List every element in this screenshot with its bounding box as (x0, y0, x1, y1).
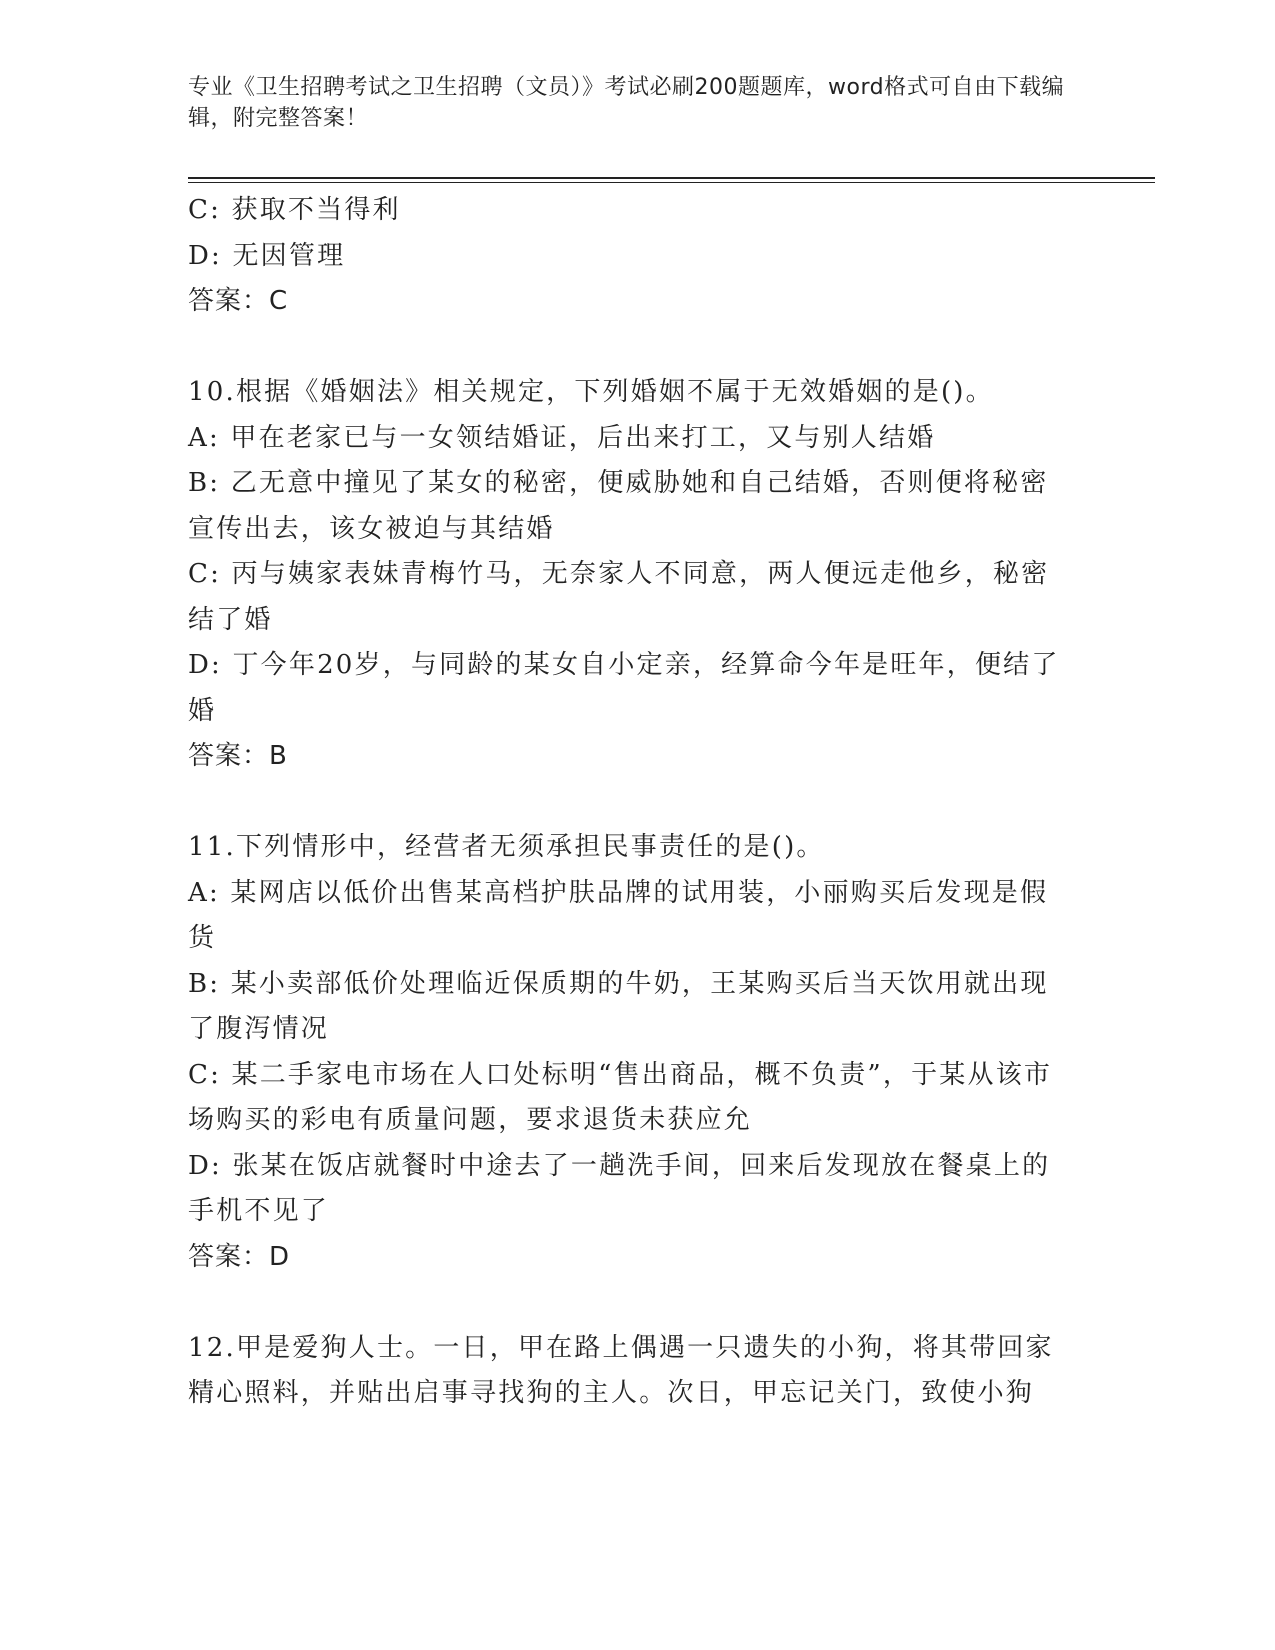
header-divider-thick (188, 177, 1155, 179)
option-b: B: 乙无意中撞见了某女的秘密，便威胁她和自己结婚，否则便将秘密宣传出去，该女被迫与其结婚 (188, 468, 1049, 544)
answer-line: 答案：B (188, 741, 288, 771)
option-c: C: 获取不当得利 (188, 195, 401, 225)
option-d: D: 无因管理 (188, 240, 346, 271)
option-c: C: 丙与姨家表妹青梅竹马，无奈家人不同意，两人便远走他乡，秘密结了婚 (188, 559, 1050, 635)
question-stem: 11.下列情形中，经营者无须承担民事责任的是()。 (188, 832, 825, 862)
page-header: 专业《卫生招聘考试之卫生招聘（文员）》考试必刷200题题库，word格式可自由下载编辑，附完整答案！ (188, 75, 1065, 131)
question-stem: 10.根据《婚姻法》相关规定，下列婚姻不属于无效婚姻的是()。 (188, 377, 994, 407)
option-a: A: 某网店以低价出售某高档护肤品牌的试用装，小丽购买后发现是假货 (188, 877, 1049, 953)
answer-line: 答案：D (188, 1241, 291, 1272)
spacer (188, 325, 1073, 371)
answer-line: 答案：C (188, 286, 289, 316)
question-11 (188, 825, 1073, 1280)
option-a: A: 甲在老家已与一女领结婚证，后出来打工，又与别人结婚 (188, 422, 936, 453)
option-b: B: 某小卖部低价处理临近保质期的牛奶，王某购买后当天饮用就出现了腹泻情况 (188, 968, 1049, 1044)
question-stem: 12.甲是爱狗人士。一日，甲在路上偶遇一只遗失的小狗，将其带回家精心照料，并贴出启事寻找狗的主人。次日，甲忘记关门，致使小狗 (188, 1332, 1054, 1408)
spacer (188, 1280, 1073, 1326)
option-d: D: 张某在饭店就餐时中途去了一趟洗手间，回来后发现放在餐桌上的手机不见了 (188, 1150, 1051, 1226)
option-d: D: 丁今年20岁，与同龄的某女自小定亲，经算命今年是旺年，便结了婚 (188, 650, 1060, 726)
option-c: C: 某二手家电市场在人口处标明“售出商品，概不负责”，于某从该市场购买的彩电有质量问题，要求退货未获应允 (188, 1059, 1053, 1135)
question-list (188, 188, 1073, 1417)
question-9-tail (188, 188, 1073, 325)
header-divider-thin (188, 182, 1155, 183)
question-10 (188, 370, 1073, 780)
question-12 (188, 1326, 1073, 1417)
spacer (188, 780, 1073, 826)
